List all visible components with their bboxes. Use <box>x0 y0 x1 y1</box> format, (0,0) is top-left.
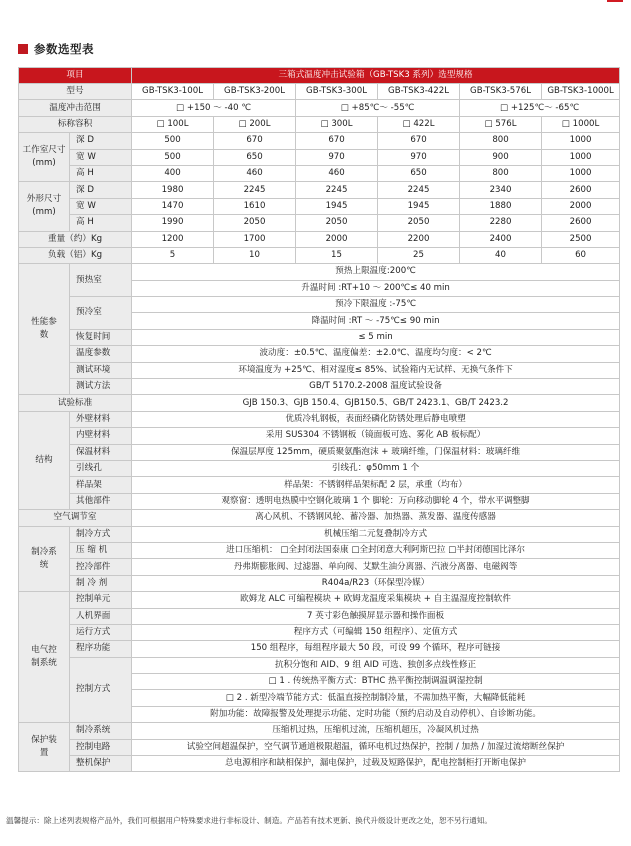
top-accent-line <box>0 0 631 2</box>
protection-row <box>19 739 620 755</box>
row-label: 试验标准 <box>19 395 132 411</box>
spec-text: 优质冷轧钢板，表面经磷化防锈处理后静电喷塑 <box>132 411 620 427</box>
spec-text: 升温时间 :RT+10 ～ 200℃≤ 40 min <box>132 280 620 296</box>
spec-text: 环境温度为 +25℃、相对湿度≤ 85%、试验箱内无试样、无换气条件下 <box>132 362 620 378</box>
value-cell: 900 <box>460 149 542 165</box>
value-cell: 500 <box>132 133 214 149</box>
capacity-row <box>19 116 620 132</box>
value-cell: 2245 <box>378 182 460 198</box>
spec-text: 7 英寸彩色触摸屏显示器和操作面板 <box>132 608 620 624</box>
performance-row <box>19 264 620 280</box>
sub-label: 制 冷 剂 <box>70 575 132 591</box>
row-label: 型号 <box>19 84 132 100</box>
value-cell: 5 <box>132 247 214 263</box>
spec-table <box>18 67 620 772</box>
value-cell: 2500 <box>542 231 620 247</box>
group-label-structure: 结构 <box>19 411 70 509</box>
sub-label: 其他部件 <box>70 493 132 509</box>
model-cell: GB-TSK3-576L <box>460 84 542 100</box>
sub-label: 温度参数 <box>70 346 132 362</box>
load-row <box>19 247 620 263</box>
value-cell: 670 <box>214 133 296 149</box>
spec-text: 抗积分饱和 AID、9 组 AID 可选、独创多点线性修正 <box>132 657 620 673</box>
value-cell: 650 <box>214 149 296 165</box>
spec-text: 机械压缩二元复叠制冷方式 <box>132 526 620 542</box>
shock-range-option: □ +85℃～ -55℃ <box>296 100 460 116</box>
structure-row <box>19 411 620 427</box>
value-cell: 10 <box>214 247 296 263</box>
spec-text: 进口压缩机： □全封闭法国泰康 □全封闭意大利阿斯巴拉 □半封闭德国比泽尔 <box>132 542 620 558</box>
spec-text: ≤ 5 min <box>132 329 620 345</box>
spec-text: GB/T 5170.2-2008 温度试验设备 <box>132 379 620 395</box>
spec-text: 预热上限温度:200℃ <box>132 264 620 280</box>
sub-label: 程序功能 <box>70 641 132 657</box>
structure-row <box>19 444 620 460</box>
value-cell: 1000 <box>542 149 620 165</box>
spec-text: 丹弗斯膨胀阀、过滤器、单向阀、艾默生油分离器、汽液分离器、电磁阀等 <box>132 559 620 575</box>
spec-text: 试验空间超温保护，空气调节通道极限超温，循环电机过热保护，控制 / 加热 / 加湿过流熔断丝保护 <box>132 739 620 755</box>
spec-text: 样品架：不锈钢样品架标配 2 层，承重（均布） <box>132 477 620 493</box>
value-cell: 2245 <box>214 182 296 198</box>
spec-text: 附加功能：故障报警及处理提示功能、定时功能（预约启动及自动停机）、自诊断功能。 <box>132 706 620 722</box>
value-cell: 2280 <box>460 215 542 231</box>
spec-text: 压缩机过热，压缩机过流，压缩机超压，冷凝风机过热 <box>132 723 620 739</box>
header-item-cell: 项目 <box>19 68 132 84</box>
spec-text: □ 1 . 传统热平衡方式：BTHC 热平衡控制调温调湿控制 <box>132 674 620 690</box>
refrigeration-row <box>19 559 620 575</box>
value-cell: 400 <box>132 165 214 181</box>
sub-label: 制冷系统 <box>70 723 132 739</box>
spec-text: 预冷下限温度 :-75℃ <box>132 297 620 313</box>
model-cell: GB-TSK3-300L <box>296 84 378 100</box>
value-cell: 2400 <box>460 231 542 247</box>
structure-row <box>19 493 620 509</box>
refrigeration-row <box>19 542 620 558</box>
sub-label: 测试方法 <box>70 379 132 395</box>
row-label: 标称容积 <box>19 116 132 132</box>
shock-range-row <box>19 100 620 116</box>
performance-row <box>19 346 620 362</box>
sub-label-control-mode: 控制方式 <box>70 657 132 723</box>
group-label-protection: 保护装置 <box>19 723 70 772</box>
header-row <box>19 68 620 84</box>
sub-label: 测试环境 <box>70 362 132 378</box>
performance-row <box>19 379 620 395</box>
capacity-cell: □ 422L <box>378 116 460 132</box>
capacity-cell: □ 200L <box>214 116 296 132</box>
value-cell: 460 <box>296 165 378 181</box>
spec-text: 程序方式（可编辑 150 组程序）、定值方式 <box>132 624 620 640</box>
spec-text: 150 组程序，每组程序最大 50 段，可设 99 个循环，程序可链接 <box>132 641 620 657</box>
value-cell: 2050 <box>296 215 378 231</box>
shock-range-option: □ +125℃～ -65℃ <box>460 100 620 116</box>
shock-range-option: □ +150 ～ -40 ℃ <box>132 100 296 116</box>
value-cell: 460 <box>214 165 296 181</box>
value-cell: 670 <box>296 133 378 149</box>
sub-label: 控制电路 <box>70 739 132 755</box>
sub-label: 内壁材料 <box>70 428 132 444</box>
spec-text: 总电源相序和缺相保护，漏电保护，过载及短路保护，配电控制柜打开断电保护 <box>132 756 620 772</box>
value-cell: 15 <box>296 247 378 263</box>
capacity-cell: □ 100L <box>132 116 214 132</box>
electrical-row <box>19 641 620 657</box>
value-cell: 1880 <box>460 198 542 214</box>
section-marker-icon <box>18 44 28 54</box>
electrical-row <box>19 657 620 673</box>
sub-label: 高 H <box>70 165 132 181</box>
value-cell: 1945 <box>296 198 378 214</box>
value-cell: 2000 <box>542 198 620 214</box>
group-label-outer-size: 外形尺寸 (mm) <box>19 182 70 231</box>
model-row <box>19 84 620 100</box>
row-label: 负载（铝）Kg <box>19 247 132 263</box>
sub-label: 整机保护 <box>70 756 132 772</box>
value-cell: 2600 <box>542 215 620 231</box>
spec-text: R404a/R23（环保型冷媒） <box>132 575 620 591</box>
spec-text: □ 2 . 新型冷端节能方式：低温直接控制制冷量，不需加热平衡，大幅降低能耗 <box>132 690 620 706</box>
value-cell: 1945 <box>378 198 460 214</box>
value-cell: 40 <box>460 247 542 263</box>
inner-size-row <box>19 133 620 149</box>
value-cell: 1000 <box>542 133 620 149</box>
outer-size-row <box>19 198 620 214</box>
value-cell: 1990 <box>132 215 214 231</box>
value-cell: 2050 <box>378 215 460 231</box>
refrigeration-row <box>19 526 620 542</box>
value-cell: 2245 <box>296 182 378 198</box>
sub-label: 外壁材料 <box>70 411 132 427</box>
sub-label: 宽 W <box>70 149 132 165</box>
sub-label: 深 D <box>70 133 132 149</box>
value-cell: 1700 <box>214 231 296 247</box>
value-cell: 60 <box>542 247 620 263</box>
value-cell: 1200 <box>132 231 214 247</box>
row-label: 重量（约）Kg <box>19 231 132 247</box>
header-title-cell: 三箱式温度冲击试验箱（GB-TSK3 系列）选型规格 <box>132 68 620 84</box>
value-cell: 1470 <box>132 198 214 214</box>
value-cell: 670 <box>378 133 460 149</box>
spec-text: 欧姆龙 ALC 可编程模块 + 欧姆龙温度采集模块 + 自主温湿度控制软件 <box>132 592 620 608</box>
electrical-row <box>19 608 620 624</box>
outer-size-row <box>19 182 620 198</box>
sub-label: 深 D <box>70 182 132 198</box>
structure-row <box>19 477 620 493</box>
capacity-cell: □ 1000L <box>542 116 620 132</box>
refrigeration-row <box>19 575 620 591</box>
value-cell: 2340 <box>460 182 542 198</box>
spec-text: 保温层厚度 125mm，硬质聚氨酯泡沫 + 玻璃纤维，门保温材料：玻璃纤维 <box>132 444 620 460</box>
sub-label: 制冷方式 <box>70 526 132 542</box>
protection-row <box>19 756 620 772</box>
weight-row <box>19 231 620 247</box>
spec-text: 波动度：±0.5℃、温度偏差：±2.0℃、温度均匀度：< 2℃ <box>132 346 620 362</box>
spec-text: 采用 SUS304 不锈钢板（镜面板可选、雾化 AB 板标配） <box>132 428 620 444</box>
value-cell: 800 <box>460 165 542 181</box>
capacity-cell: □ 576L <box>460 116 542 132</box>
structure-row <box>19 428 620 444</box>
spec-text: GJB 150.3、GJB 150.4、GJB150.5、GB/T 2423.1、GB/T 2423.2 <box>132 395 620 411</box>
sub-label: 控制单元 <box>70 592 132 608</box>
sub-label: 引线孔 <box>70 460 132 476</box>
value-cell: 800 <box>460 133 542 149</box>
performance-row <box>19 297 620 313</box>
model-cell: GB-TSK3-422L <box>378 84 460 100</box>
value-cell: 970 <box>378 149 460 165</box>
value-cell: 1610 <box>214 198 296 214</box>
spec-text: 离心风机、不锈钢风轮、蓄冷器、加热器、蒸发器、温度传感器 <box>132 510 620 526</box>
row-label: 温度冲击范围 <box>19 100 132 116</box>
value-cell: 970 <box>296 149 378 165</box>
value-cell: 2600 <box>542 182 620 198</box>
group-label-electrical: 电气控制系统 <box>19 592 70 723</box>
structure-row <box>19 460 620 476</box>
section-header <box>18 42 94 56</box>
value-cell: 2050 <box>214 215 296 231</box>
section-title: 参数选型表 <box>34 42 94 56</box>
value-cell: 2200 <box>378 231 460 247</box>
sub-label: 高 H <box>70 215 132 231</box>
row-label: 空气调节室 <box>19 510 132 526</box>
inner-size-row <box>19 149 620 165</box>
sub-label: 恢复时间 <box>70 329 132 345</box>
model-cell: GB-TSK3-100L <box>132 84 214 100</box>
electrical-row <box>19 592 620 608</box>
top-accent-dash <box>607 0 623 2</box>
performance-row <box>19 362 620 378</box>
protection-row <box>19 723 620 739</box>
air-room-row <box>19 510 620 526</box>
sub-label: 样品架 <box>70 477 132 493</box>
sub-label: 压 缩 机 <box>70 542 132 558</box>
group-label-inner-size: 工作室尺寸(mm) <box>19 133 70 182</box>
sub-label-precool: 预冷室 <box>70 297 132 330</box>
group-label-refrigeration: 制冷系统 <box>19 526 70 592</box>
sub-label: 运行方式 <box>70 624 132 640</box>
capacity-cell: □ 300L <box>296 116 378 132</box>
spec-text: 降温时间 :RT ～ -75℃≤ 90 min <box>132 313 620 329</box>
sub-label: 人机界面 <box>70 608 132 624</box>
sub-label-preheat: 预热室 <box>70 264 132 297</box>
standard-row <box>19 395 620 411</box>
value-cell: 500 <box>132 149 214 165</box>
sub-label: 控冷部件 <box>70 559 132 575</box>
electrical-row <box>19 624 620 640</box>
value-cell: 25 <box>378 247 460 263</box>
spec-text: 观察窗：透明电热膜中空钢化玻璃 1 个 脚轮：万向移动脚轮 4 个，带水平调整脚 <box>132 493 620 509</box>
value-cell: 1000 <box>542 165 620 181</box>
outer-size-row <box>19 215 620 231</box>
footer-note: 温馨提示：除上述列表规格产品外，我们可根据用户特殊要求进行非标设计、制造。产品若有技术更新、换代升级设计更改之处，恕不另行通知。 <box>6 816 492 825</box>
value-cell: 650 <box>378 165 460 181</box>
sub-label: 保温材料 <box>70 444 132 460</box>
group-label-performance: 性能参数 <box>19 264 70 395</box>
value-cell: 1980 <box>132 182 214 198</box>
spec-text: 引线孔：φ50mm 1 个 <box>132 460 620 476</box>
inner-size-row <box>19 165 620 181</box>
performance-row <box>19 329 620 345</box>
model-cell: GB-TSK3-200L <box>214 84 296 100</box>
value-cell: 2000 <box>296 231 378 247</box>
sub-label: 宽 W <box>70 198 132 214</box>
model-cell: GB-TSK3-1000L <box>542 84 620 100</box>
